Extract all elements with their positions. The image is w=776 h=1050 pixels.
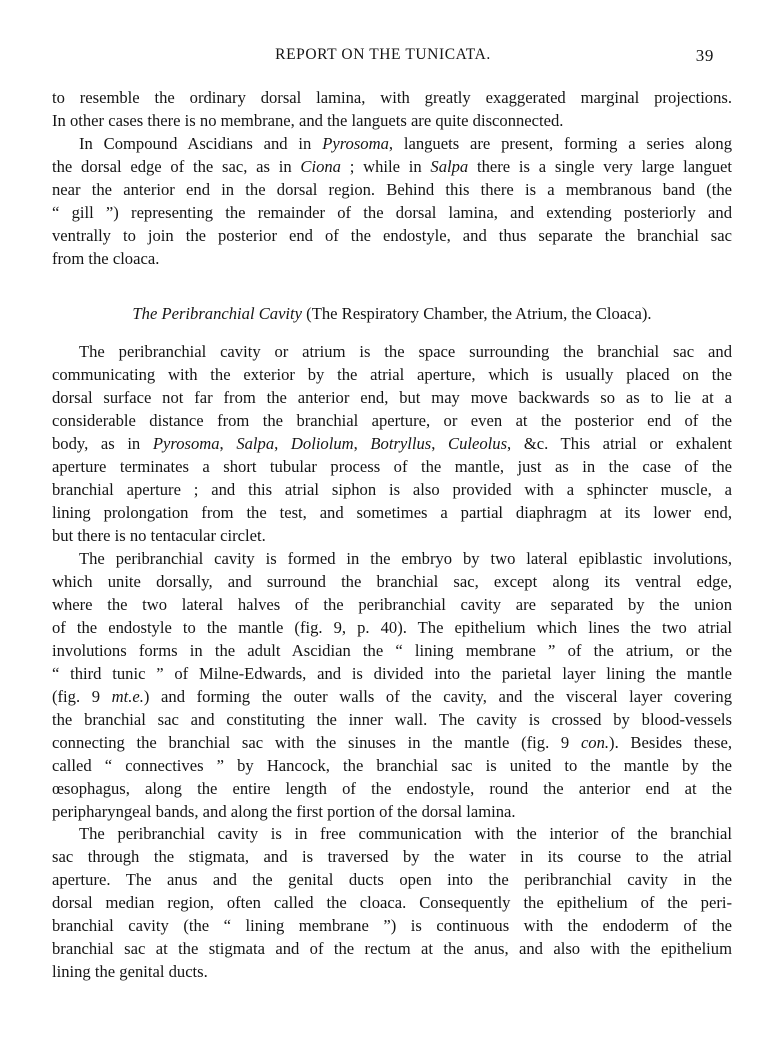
text-run: sac through the stigmata, and is traversed by the water in its course to the atrial [52, 847, 732, 866]
text-run: peripharyngeal bands, and along the first portion of the dorsal lamina. [52, 802, 516, 821]
text-run: communicating with the exterior by the atrial aperture, which is usually placed on the [52, 365, 732, 384]
italic-text: Ciona [300, 157, 341, 176]
text-line [52, 593, 732, 616]
text-run: near the anterior end in the dorsal region. Behind this there is a membranous band (the [52, 180, 732, 199]
text-run: ) and forming the outer walls of the cavity, and the visceral layer covering [143, 687, 732, 706]
page-header [52, 46, 714, 70]
text-line [52, 800, 732, 823]
text-run: lining the genital ducts. [52, 962, 208, 981]
text-line [52, 685, 732, 708]
text-run: connecting the branchial sac with the sinuses in the mantle (fig. 9 [52, 733, 581, 752]
text-line [52, 302, 732, 325]
text-line [52, 478, 732, 501]
text-line [52, 432, 732, 455]
text-line [52, 662, 732, 685]
italic-text: Salpa [236, 434, 275, 453]
paragraph-dorsal-lamina-continuation [52, 86, 732, 132]
text-line [52, 616, 732, 639]
text-run: lining prolongation from the test, and sometimes a partial diaphragm at its lower end, [52, 503, 732, 522]
text-run: (The Respiratory Chamber, the Atrium, the Cloaca). [302, 304, 652, 323]
text-line [52, 868, 732, 891]
text-run: to resemble the ordinary dorsal lamina, with greatly exaggerated marginal projections. [52, 88, 732, 107]
italic-text: con. [580, 733, 610, 752]
text-run: of the endostyle to the mantle (fig. 9, p. 40). The epithelium which lines the two atrial [52, 618, 732, 637]
text-line [52, 524, 732, 547]
text-run: In other cases there is no membrane, and the languets are quite disconnected. [52, 111, 564, 130]
text-run: , [431, 434, 449, 453]
text-line [52, 708, 732, 731]
paragraph-embryo-formation [52, 547, 732, 823]
text-run: the dorsal edge of the sac, as in [52, 157, 301, 176]
text-line [52, 178, 732, 201]
text-line [52, 891, 732, 914]
text-line [52, 777, 732, 800]
text-run: , [353, 434, 371, 453]
italic-text: Botryllus [370, 434, 432, 453]
text-line [52, 455, 732, 478]
text-run: the branchial sac and constituting the inner wall. The cavity is crossed by blood-vessels [52, 710, 732, 729]
running-title: REPORT ON THE TUNICATA. [275, 46, 491, 63]
text-line [52, 201, 732, 224]
text-run: The peribranchial cavity is in free communication with the interior of the branchial [79, 824, 732, 843]
text-run: considerable distance from the branchial aperture, or even at the posterior end of the [52, 411, 732, 430]
text-run: where the two lateral halves of the peribranchial cavity are separated by the union [52, 595, 732, 614]
text-run: there is a single very large languet [468, 157, 732, 176]
text-run: , &c. This atrial or exhalent [507, 434, 733, 453]
text-line [52, 570, 732, 593]
text-line [52, 247, 732, 270]
text-run: dorsal surface not far from the anterior end, but may move backwards so as to lie at a [52, 388, 732, 407]
text-line [52, 914, 732, 937]
text-run: branchial cavity (the “ lining membrane ”) is continuous with the endoderm of the [52, 916, 732, 935]
italic-text: Doliolum [290, 434, 354, 453]
text-run: , languets are present, forming a series along [388, 134, 733, 153]
paragraph-compound-ascidians [52, 132, 732, 270]
text-line [52, 224, 732, 247]
text-run: , [219, 434, 237, 453]
text-line [52, 363, 732, 386]
text-line [52, 501, 732, 524]
text-run: but there is no tentacular circlet. [52, 526, 266, 545]
text-run: branchial sac at the stigmata and of the rectum at the anus, and also with the epithelium [52, 939, 732, 958]
text-run: which unite dorsally, and surround the branchial sac, except along its ventral edge, [52, 572, 732, 591]
italic-text: mt.e. [111, 687, 144, 706]
text-run: from the cloaca. [52, 249, 160, 268]
text-run: ; while in [340, 157, 431, 176]
text-line [52, 639, 732, 662]
page-number: 39 [695, 46, 714, 65]
section-heading [52, 302, 732, 325]
text-run: aperture. The anus and the genital ducts open into the peribranchial cavity in the [52, 870, 732, 889]
text-run: , [274, 434, 291, 453]
text-line [52, 109, 732, 132]
text-run: (fig. 9 [52, 687, 112, 706]
text-line [52, 386, 732, 409]
italic-text: Pyrosoma [322, 134, 389, 153]
text-line [52, 155, 732, 178]
text-line [52, 960, 732, 983]
text-run: involutions forms in the adult Ascidian the “ lining membrane ” of the atrium, or the [52, 641, 732, 660]
text-run: branchial aperture ; and this atrial siphon is also provided with a sphincter muscle, a [52, 480, 732, 499]
text-run: body, as in [52, 434, 153, 453]
text-line [52, 86, 732, 109]
text-line [52, 754, 732, 777]
italic-text: Pyrosoma [152, 434, 220, 453]
text-run: The peribranchial cavity is formed in the embryo by two lateral epiblastic involutions, [79, 549, 732, 568]
text-line [52, 547, 732, 570]
text-line [52, 340, 732, 363]
text-run: aperture terminates a short tubular process of the mantle, just as in the case of the [52, 457, 732, 476]
italic-text: Salpa [430, 157, 469, 176]
italic-text: The Peribranchial Cavity [132, 304, 303, 323]
paragraph-peribranchial-definition [52, 340, 732, 547]
text-line [52, 937, 732, 960]
text-run: In Compound Ascidians and in [79, 134, 323, 153]
text-run: œsophagus, along the entire length of the endostyle, round the anterior end at the [52, 779, 732, 798]
text-run: ventrally to join the posterior end of the endostyle, and thus separate the branchial sac [52, 226, 732, 245]
text-run: dorsal median region, often called the cloaca. Consequently the epithelium of the peri- [52, 893, 732, 912]
paragraph-free-communication [52, 822, 732, 983]
text-line [52, 845, 732, 868]
text-line [52, 409, 732, 432]
text-run: “ gill ”) representing the remainder of the dorsal lamina, and extending posteriorly and [52, 203, 732, 222]
text-run: “ third tunic ” of Milne-Edwards, and is divided into the parietal layer lining the mantle [52, 664, 732, 683]
italic-text: Culeolus [448, 434, 508, 453]
text-line [52, 822, 732, 845]
text-run: called “ connectives ” by Hancock, the branchial sac is united to the mantle by the [52, 756, 732, 775]
text-run: ). Besides these, [609, 733, 732, 752]
text-line [52, 132, 732, 155]
text-line [52, 731, 732, 754]
text-run: The peribranchial cavity or atrium is the space surrounding the branchial sac and [79, 342, 732, 361]
